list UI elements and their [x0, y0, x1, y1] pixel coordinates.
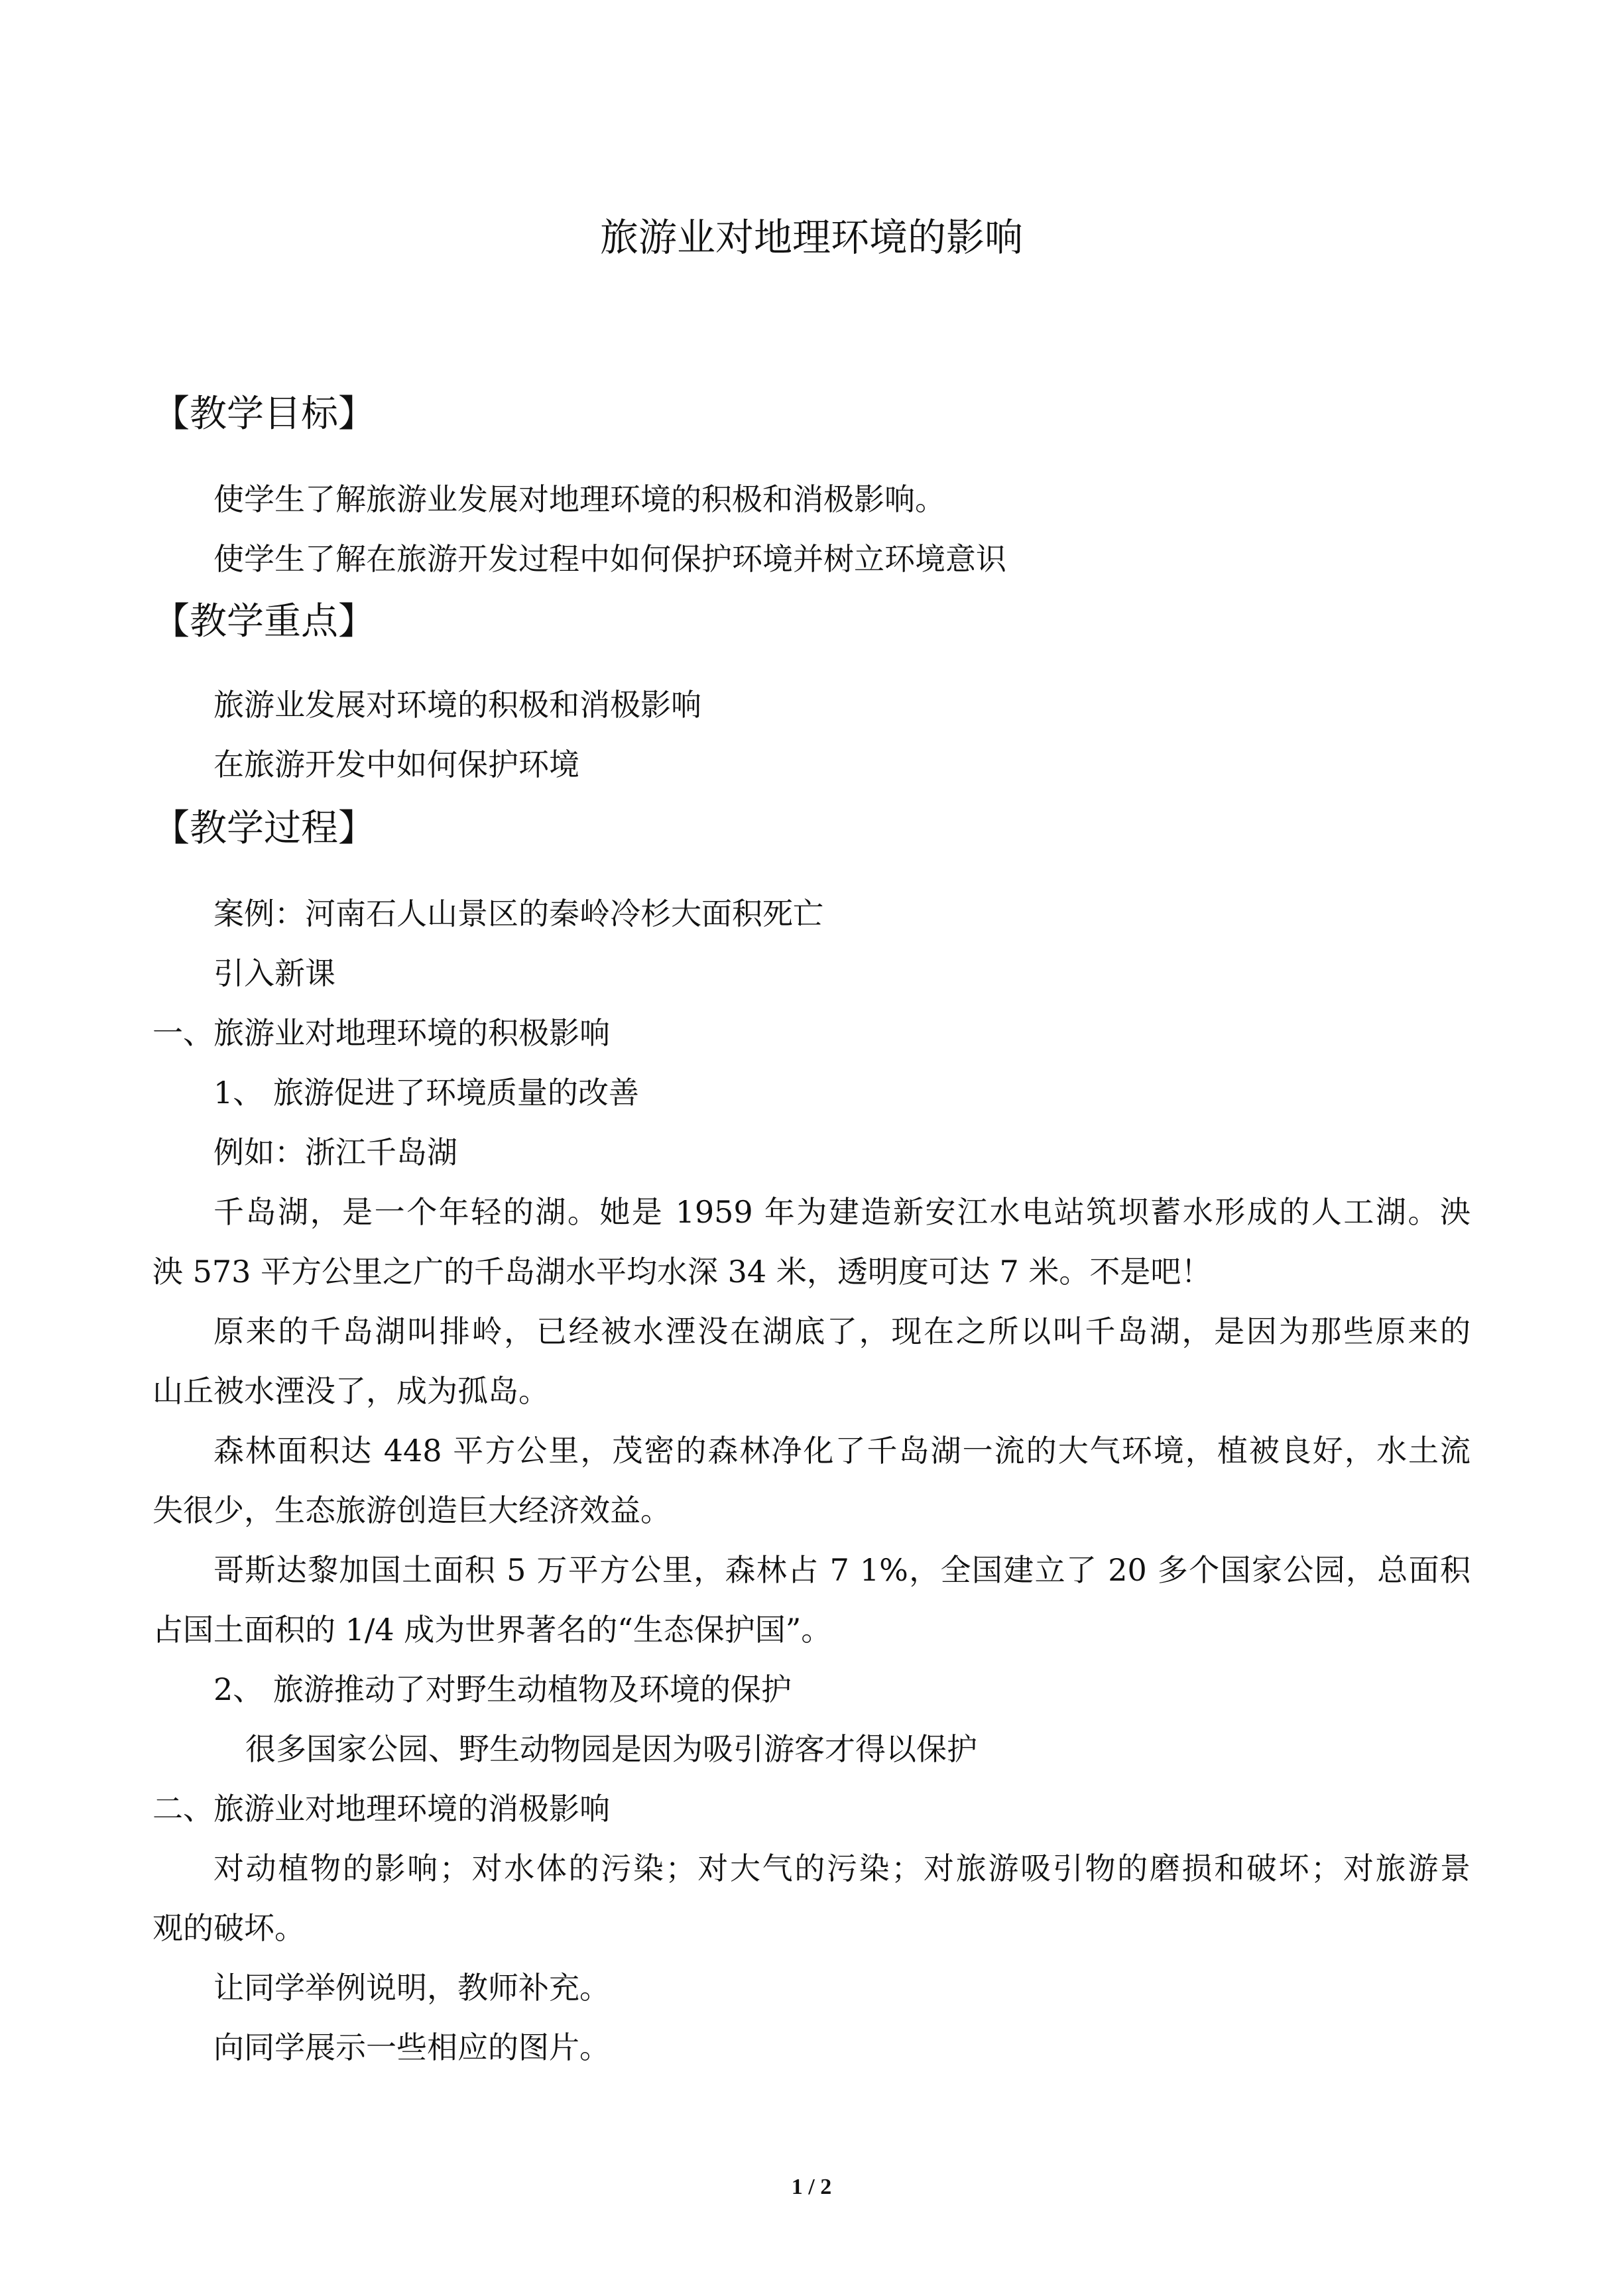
paragraph-line: 哥斯达黎加国土面积 5 万平方公里，森林占 7 1%，全国建立了 20 多个国家公园，总面积: [213, 1552, 1471, 1588]
intro-line: 引入新课: [213, 955, 335, 991]
section-heading-process: 【教学过程】: [152, 807, 375, 850]
objective-item: 使学生了解旅游业发展对地理环境的积极和消极影响。: [213, 481, 945, 517]
paragraph-line: 对动植物的影响；对水体的污染；对大气的污染；对旅游吸引物的磨损和破坏；对旅游景: [213, 1850, 1471, 1886]
key-point-item: 在旅游开发中如何保护环境: [213, 747, 579, 782]
example-line: 例如：浙江千岛湖: [213, 1134, 457, 1170]
paragraph-line: 泱 573 平方公里之广的千岛湖水平均水深 34 米，透明度可达 7 米。不是吧！: [152, 1254, 1212, 1290]
paragraph-line: 原来的千岛湖叫排岭，已经被水湮没在湖底了，现在之所以叫千岛湖，是因为那些原来的: [213, 1313, 1471, 1349]
paragraph-line: 山丘被水湮没了，成为孤岛。: [152, 1373, 549, 1409]
point2-line: 2、 旅游推动了对野生动植物及环境的保护: [213, 1671, 792, 1707]
paragraph-line: 失很少，生态旅游创造巨大经济效益。: [152, 1492, 671, 1528]
paragraph-line: 观的破坏。: [152, 1910, 305, 1946]
document-title: 旅游业对地理环境的影响: [599, 215, 1023, 260]
objective-item: 使学生了解在旅游开发过程中如何保护环境并树立环境意识: [213, 541, 1006, 577]
activity-line: 让同学举例说明，教师补充。: [213, 1970, 610, 2006]
part2-title: 二、旅游业对地理环境的消极影响: [152, 1791, 610, 1827]
paragraph-line: 千岛湖，是一个年轻的湖。她是 1959 年为建造新安江水电站筑坝蓄水形成的人工湖。泱: [213, 1194, 1471, 1230]
part1-title: 一、旅游业对地理环境的积极影响: [152, 1015, 610, 1051]
section-heading-key-points: 【教学重点】: [152, 600, 375, 643]
paragraph-line: 占国土面积的 1/4 成为世界著名的“生态保护国”。: [152, 1612, 832, 1648]
point2-detail: 很多国家公园、野生动物园是因为吸引游客才得以保护: [245, 1731, 977, 1767]
section-heading-objectives: 【教学目标】: [152, 393, 375, 436]
key-point-item: 旅游业发展对环境的积极和消极影响: [213, 687, 701, 723]
point1-line: 1、 旅游促进了环境质量的改善: [213, 1075, 639, 1111]
page-number: 1 / 2: [791, 2175, 832, 2199]
case-line: 案例：河南石人山景区的秦岭冷杉大面积死亡: [213, 896, 823, 932]
paragraph-line: 森林面积达 448 平方公里，茂密的森林净化了千岛湖一流的大气环境，植被良好，水土流: [213, 1433, 1471, 1469]
activity-line: 向同学展示一些相应的图片。: [213, 2029, 610, 2065]
